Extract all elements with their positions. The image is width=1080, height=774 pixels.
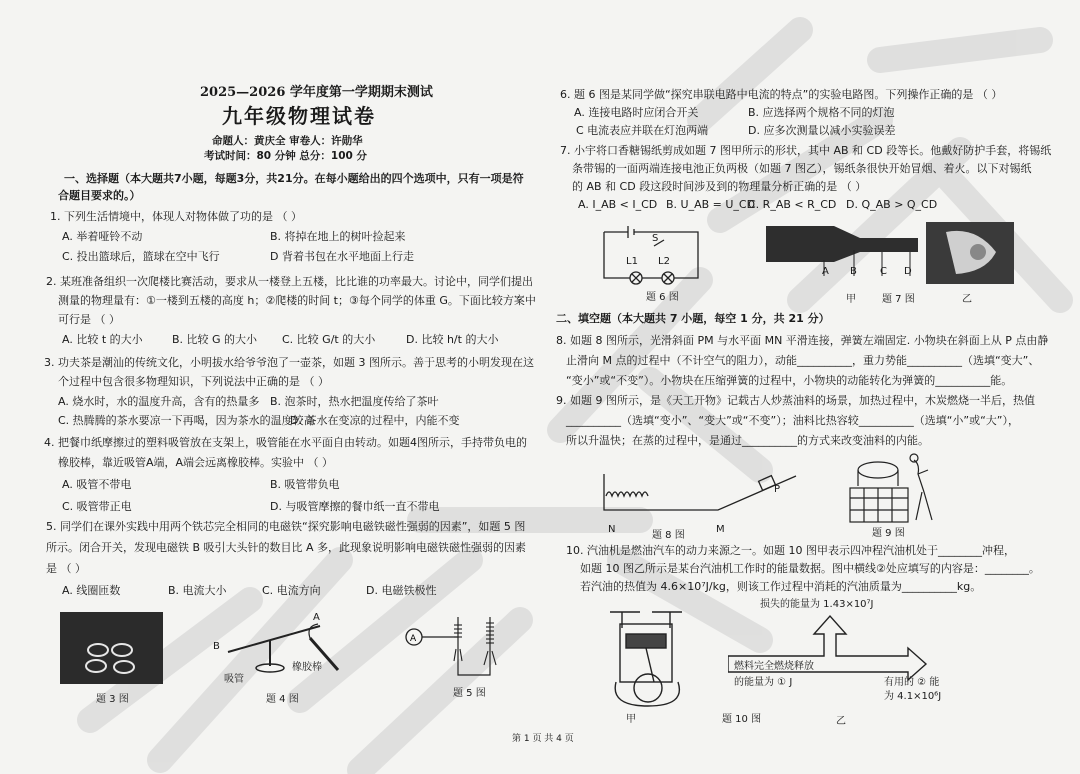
fig8-incline-diagram	[600, 466, 810, 524]
q4-option-c: C. 吸管带正电	[62, 500, 132, 513]
fig10-fuel-line1: 燃料完全燃烧释放	[734, 661, 814, 672]
q4-option-b: B. 吸管带负电	[270, 478, 340, 491]
q10-line3: 若汽油的热值为 4.6×10⁷J/kg，则该工作过程中消耗的汽油质量为__________kg。	[580, 580, 982, 593]
q5-line1: 5. 同学们在课外实践中用两个铁芯完全相同的电磁铁“探究影响电磁铁磁性强弱的因素”，如题 5 图	[46, 520, 526, 533]
exam-subtitle: 九年级物理试卷	[222, 104, 376, 128]
fig7-yi-hand-drawing	[926, 222, 1014, 284]
q7-option-d: D. Q_AB > Q_CD	[846, 198, 938, 211]
fig10-caption: 题 10 图	[722, 714, 762, 725]
fig6-lamp2-label: L2	[658, 256, 670, 267]
fig8-label-m: M	[716, 524, 725, 535]
fig5-caption: 题 5 图	[453, 688, 486, 699]
q4-option-d: D. 与吸管摩擦的餐巾纸一直不带电	[270, 500, 440, 513]
exam-time-score: 考试时间：80 分钟 总分：100 分	[204, 150, 367, 162]
fig3-cups-drawing	[60, 612, 163, 684]
section2-heading: 二、填空题（本大题共 7 小题，每空 1 分，共 21 分）	[556, 312, 830, 325]
q2-option-d: D. 比较 h/t 的大小	[406, 333, 499, 346]
q3-line1: 3. 功夫茶是潮汕的传统文化，小明拔水给爷爷泡了一壶茶，如题 3 图所示。善于思考的小明发现在这	[44, 356, 534, 369]
q8-line3: “变小”或“不变”）。小物块在压缩弹簧的过程中，小物块的动能转化为弹簧的__________能。	[566, 374, 1013, 387]
q4-line1: 4. 把餐巾纸摩擦过的塑料吸管放在支架上，吸管能在水平面自由转动。如题4图所示，手持带负电的	[44, 436, 527, 449]
q5-option-c: C. 电流方向	[262, 584, 321, 597]
q1-option-c: C. 投出篮球后，篮球在空中飞行	[62, 250, 220, 263]
q10-line2: 如题 10 图乙所示是某台汽油机工作时的能量数据。图中横线②处应填写的内容是：________。	[580, 562, 1040, 575]
fig10-engine-drawing	[602, 606, 692, 710]
fig7-label-b: B	[850, 266, 857, 277]
q7-option-b: B. U_AB = U_CD	[666, 198, 756, 211]
fig3-tea-photo	[60, 612, 163, 684]
fig4-label-a: A	[313, 612, 320, 623]
q7-option-c: C. R_AB < R_CD	[748, 198, 837, 211]
fig10-yi-label: 乙	[836, 716, 846, 727]
q6-option-d: D. 应多次测量以减小实验误差	[748, 124, 896, 137]
q7-line1: 7. 小宇将口香糖锡纸剪成如题 7 图甲所示的形状，其中 AB 和 CD 段等长。他戴好防护手套，将锡纸	[560, 144, 1052, 157]
fig6-caption: 题 6 图	[646, 292, 679, 303]
q6-line1: 6. 题 6 图是某同学做“探究串联电路中电流的特点”的实验电路图。下列操作正确的是 （ ）	[560, 88, 1003, 101]
exam-authors: 命题人：黄庆全 审卷人：许勋华	[212, 135, 363, 147]
q2-line2: 测量的物理量有：①一楼到五楼的高度 h；②爬楼的时间 t；③每个同学的体重 G。下面比较方案中	[58, 294, 536, 307]
fig7-yi-label: 乙	[962, 294, 972, 305]
fig8-label-n: N	[608, 524, 616, 535]
q5-option-d: D. 电磁铁极性	[366, 584, 437, 597]
q5-option-a: A. 线圈匝数	[62, 584, 121, 597]
q9-line3: 所以升温快；在蒸的过程中，是通过__________的方式来改变油料的内能。	[566, 434, 929, 447]
fig10-jia-label: 甲	[626, 714, 636, 725]
fig7-label-d: D	[904, 266, 912, 277]
q4-option-a: A. 吸管不带电	[62, 478, 132, 491]
fig6-switch-label: S	[652, 233, 659, 244]
q2-line3: 可行是 （ ）	[58, 313, 120, 326]
q1-option-a: A. 举着哑铃不动	[62, 230, 143, 243]
q2-option-a: A. 比较 t 的大小	[62, 333, 143, 346]
fig7-yi-photo	[926, 222, 1014, 284]
q2-line1: 2. 某班准备组织一次爬楼比赛活动，要求从一楼登上五楼，比比谁的功率最大。讨论中，同学们提出	[46, 275, 533, 288]
fig5-electromagnet-diagram	[400, 605, 510, 685]
q1-stem: 1. 下列生活情境中，体现人对物体做了功的是 （ ）	[50, 210, 302, 223]
q4-line2: 橡胶棒，靠近吸管A端，A端会远离橡胶棒。实验中 （ ）	[58, 456, 334, 469]
q3-option-a: A. 烧水时，水的温度升高，含有的热量多	[58, 395, 260, 408]
q7-line2: 条带锡的一面两端连接电池正负两极（如题 7 图乙），锡纸条很快开始冒烟、着火。以下对锡纸	[572, 162, 1032, 175]
q3-option-d: D. 茶水在变凉的过程中，内能不变	[290, 414, 460, 427]
fig10-loss-label: 损失的能量为 1.43×10⁷J	[760, 599, 874, 610]
q1-option-b: B. 将掉在地上的树叶捡起来	[270, 230, 406, 243]
fig9-caption: 题 9 图	[872, 528, 905, 539]
fig10-useful-line1: 有用的 ② 能	[884, 677, 940, 688]
q8-line2: 止滑向 M 点的过程中（不计空气的阻力），动能__________，重力势能__________（选填“变大”、	[566, 354, 1040, 367]
q6-option-a: A. 连接电路时应闭合开关	[574, 106, 699, 119]
fig3-caption: 题 3 图	[96, 694, 129, 705]
q3-option-b: B. 泡茶时，热水把温度传给了茶叶	[270, 395, 439, 408]
q3-line2: 个过程中包含很多物理知识，下列说法中正确的是 （ ）	[58, 375, 329, 388]
fig7-caption: 题 7 图	[882, 294, 915, 305]
q5-option-b: B. 电流大小	[168, 584, 227, 597]
q5-line3: 是 （ ）	[46, 562, 86, 575]
fig6-circuit	[598, 222, 708, 286]
fig4-label-rod: 橡胶棒	[292, 662, 322, 673]
page-footer: 第 1 页 共 4 页	[512, 734, 574, 744]
section1-heading: 一、选择题（本大题共7小题，每题3分，共21分。在每小题给出的四个选项中，只有一项是符	[64, 172, 524, 185]
fig9-stove-drawing	[844, 452, 936, 526]
q10-line1: 10. 汽油机是燃油汽车的动力来源之一。如题 10 图甲表示四冲程汽油机处于________冲程，	[566, 544, 1015, 557]
fig6-lamp1-label: L1	[626, 256, 638, 267]
fig8-label-p: P	[774, 484, 781, 495]
fig7-label-c: C	[880, 266, 887, 277]
q8-line1: 8. 如题 8 图所示，光滑斜面 PM 与水平面 MN 平滑连接，弹簧左端固定. 小物块在斜面上从 P 点由静	[556, 334, 1049, 347]
q2-option-b: B. 比较 G 的大小	[172, 333, 258, 346]
q9-line1: 9. 如题 9 图所示，是《天工开物》记载古人炒蒸油料的场景，加热过程中，木炭燃烧一半后，热值	[556, 394, 1035, 407]
fig7-label-a: A	[822, 266, 829, 277]
section1-heading-cont: 合题目要求的。）	[58, 189, 141, 202]
q7-option-a: A. I_AB < I_CD	[578, 198, 658, 211]
q7-line3: 的 AB 和 CD 段这段时间涉及到的物理量分析正确的是 （ ）	[572, 180, 867, 193]
q9-line2: __________（选填“变小”、“变大”或“不变”）；油料比热容较__________（选填“小”或“大”），	[566, 414, 1019, 427]
fig4-caption: 题 4 图	[266, 694, 299, 705]
exam-title: 2025—2026 学年度第一学期期末测试	[200, 85, 433, 100]
q2-option-c: C. 比较 G/t 的大小	[282, 333, 376, 346]
fig10-useful-line2: 为 4.1×10⁶J	[884, 691, 942, 702]
fig4-label-b: B	[213, 641, 220, 652]
svg-text:A: A	[410, 634, 417, 644]
fig8-caption: 题 8 图	[652, 530, 685, 541]
q6-option-c: C 电流表应并联在灯泡两端	[576, 124, 709, 137]
q6-option-b: B. 应选择两个规格不同的灯泡	[748, 106, 895, 119]
fig7-jia-label: 甲	[846, 294, 856, 305]
fig7-foil-strip	[764, 222, 920, 282]
q5-line2: 所示。闭合开关，发现电磁铁 B 吸引大头针的数目比 A 多，此现象说明影响电磁铁磁性强弱的因素	[46, 541, 527, 554]
fig10-fuel-line2: 的能量为 ① J	[734, 677, 793, 688]
q1-option-d: D 背着书包在水平地面上行走	[270, 250, 414, 263]
fig4-label-straw: 吸管	[224, 674, 244, 685]
q3-option-c: C. 热腾腾的茶水要凉一下再喝，因为茶水的温度较高	[58, 414, 315, 427]
